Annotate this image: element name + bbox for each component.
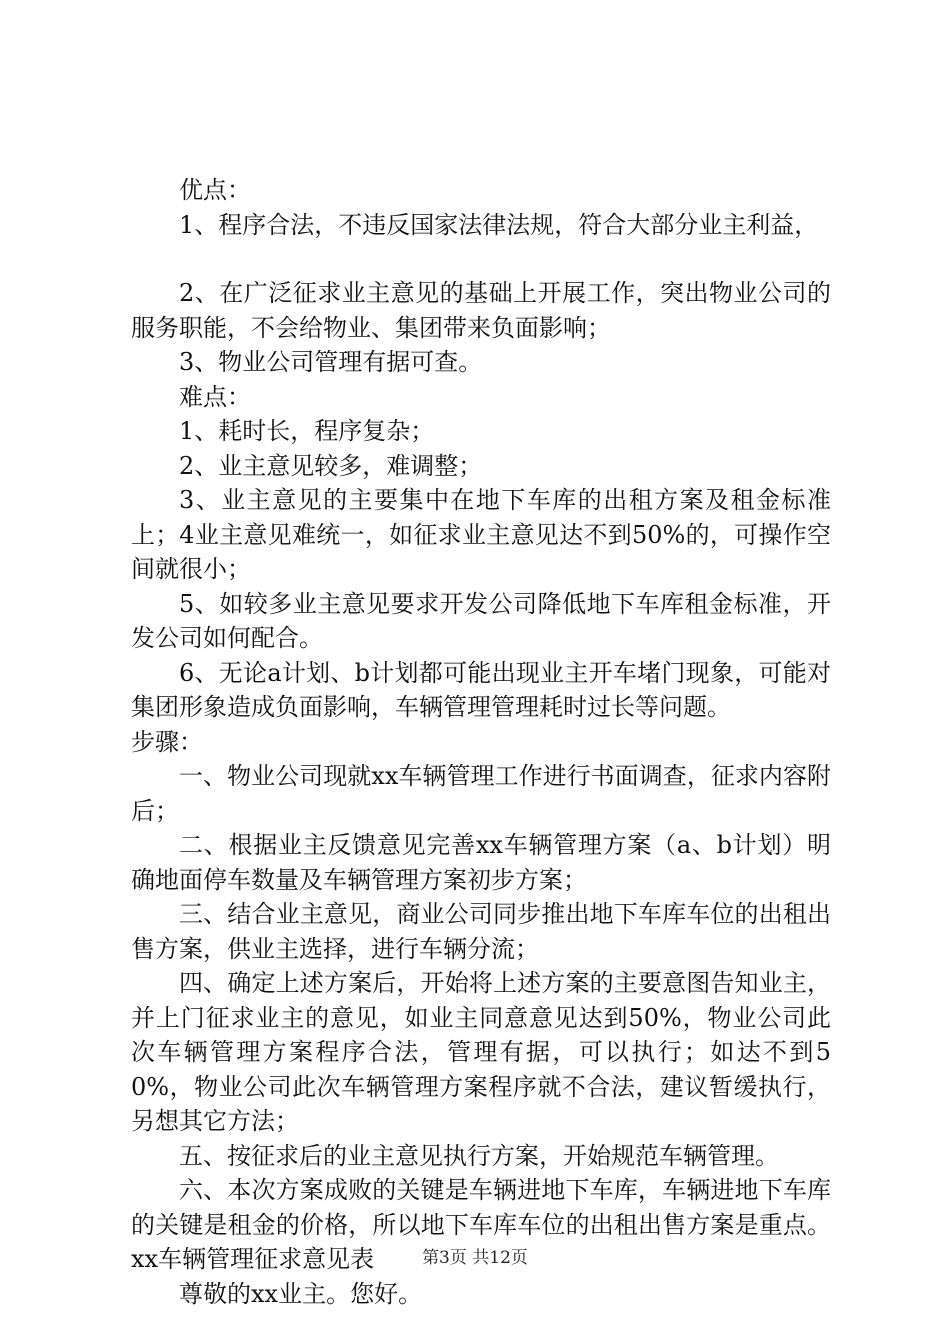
step-item-5: 五、按征求后的业主意见执行方案，开始规范车辆管理。 [179,1141,779,1170]
advantage-item-3: 3、物业公司管理有据可查。 [179,348,483,376]
step-item-3: 三、结合业主意见，商业公司同步推出地下车库车位的出租出售方案，供业主选择，进行车辆分流； [131,900,831,963]
difficulty-item-2: 2、业主意见较多，难调整； [179,451,483,480]
step-item-2: 二、根据业主反馈意见完善xx车辆管理方案（a、b计划）明确地面停车数量及车辆管理方案初步方案； [131,831,831,894]
step-item-6: 六、本次方案成败的关键是车辆进地下车库，车辆进地下车库的关键是租金的价格，所以地下车库车位的出租出售方案是重点。xx车辆管理征求意见表 [131,1176,831,1273]
advantage-item-1: 1、程序合法，不违反国家法律法规，符合大部分业主利益， [179,210,819,239]
step-item-4: 四、确定上述方案后，开始将上述方案的主要意图告知业主，并上门征求业主的意见，如业主同意意见达到50%，物业公司此次车辆管理方案程序合法，管理有据，可以执行；如达不到50%，物业公司此次车辆管理方案程序就不合法，建议暂缓执行，另想其它方法； [131,969,831,1135]
blank-line [131,242,831,276]
heading-difficulties: 难点： [179,382,251,411]
difficulty-item-3: 3、业主意见的主要集中在地下车库的出租方案及租金标准上；4业主意见难统一，如征求业主意见达不到50%的，可操作空间就很小； [131,486,831,583]
difficulty-item-1: 1、耗时长，程序复杂； [179,417,435,445]
heading-advantages: 优点： [179,176,251,204]
heading-steps: 步骤： [131,727,203,756]
difficulty-item-6: 6、无论a计划、b计划都可能出现业主开车堵门现象，可能对集团形象造成负面影响，车辆管理管理耗时过长等问题。 [131,658,831,721]
difficulty-item-5: 5、如较多业主意见要求开发公司降低地下车库租金标准，开发公司如何配合。 [131,589,831,652]
advantage-item-2: 2、在广泛征求业主意见的基础上开展工作，突出物业公司的服务职能，不会给物业、集团带来负面影响； [131,279,831,342]
document-body [131,173,831,1311]
greeting: 尊敬的xx业主。您好。 [179,1279,423,1308]
step-item-1: 一、物业公司现就xx车辆管理工作进行书面调查，征求内容附后； [131,762,831,825]
page-number-footer: 第3页 共12页 [422,1248,528,1268]
